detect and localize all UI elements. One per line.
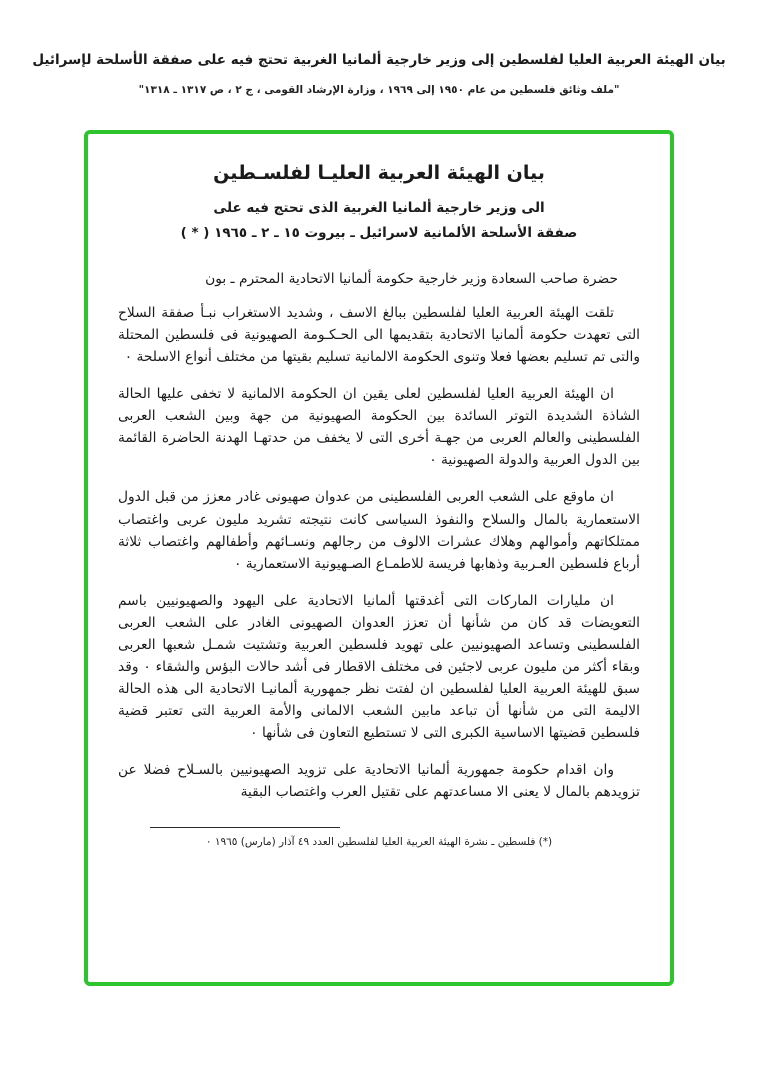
- page-header: [0, 0, 758, 96]
- document-subtitle-1: الى وزير خارجية ألمانيا الغربية الذى تحتج فيه على: [213, 200, 545, 216]
- salutation-line: حضرة صاحب السعادة وزير خارجية حكومة ألمانيا الاتحادية المحترم ـ بون: [205, 271, 618, 287]
- footnote-divider: [150, 827, 340, 828]
- header-source-citation: "ملف وثائق فلسطين من عام ١٩٥٠ إلى ١٩٦٩ ، وزارة الإرشاد القومى ، ج ٢ ، ص ١٣١٧ ـ ١٣١٨": [138, 84, 620, 96]
- body-paragraph-5: وان اقدام حكومة جمهورية ألمانيا الاتحادية على تزويد الصهيونيين بالسـلاح فضلا عن تزويدهم بالمال لا يعنى الا مساعدتهم على تقتيل العرب واغتصاب البقية: [118, 762, 640, 801]
- body-paragraph-4: ان مليارات الماركات التى أغدقتها ألمانيا الاتحادية على اليهود والصهيونيين باسم التعويضات قد كان من شأنها أن تعزز العدوان الصهيونى الغادر على الشعب العربى الفلسطينى وتساعد الصهيونيين على تهويد فلسطين العربية وتشتيت شمـل شعبها العربى وبقاء أكثر من مليون عربى لاجئين فى مختلف الاقطار فى أشد حالات البؤس والشقاء ٠ وقد سبق للهيئة العربية العليا لفلسطين ان لفتت نظر جمهورية ألمانيـا الاتحادية الى هذه الحالة الاليمة التى من شأنها أن تباعد مابين الشعب الالمانى والأمة العربية التى تعتبر قضية فلسطين قضيتها الاساسية الكبرى التى لا تستطيع التعاون فى شأنها ٠: [118, 592, 640, 742]
- footnote-text: (*) فلسطين ـ نشرة الهيئة العربية العليا لفلسطين العدد ٤٩ آذار (مارس) ١٩٦٥ ٠: [205, 836, 553, 849]
- document-subtitle-2: صفقة الأسلحة الألمانية لاسرائيل ـ بيروت ١٥ ـ ٢ ـ ١٩٦٥ ( * ): [180, 225, 578, 241]
- header-title: بيان الهيئة العربية العليا لفلسطين إلى وزير خارجية ألمانيا الغربية تحتج فيه على صفقة الأسلحة لإسرائيل: [32, 52, 726, 68]
- body-paragraph-1: تلقت الهيئة العربية العليا لفلسطين ببالغ الاسف ، وشديد الاستغراب نبـأ صفقة السلاح التى تعهدت حكومة ألمانيا الاتحادية بتقديمها الى الحـكـومة الصهيونية فى فلسطين المحتلة والتى تم تسليم بعضها فعلا وتنوى الحكومة الالمانية تسليم بقيتها من مختلف أنواع الاسلحة ٠: [118, 305, 640, 366]
- body-paragraph-2: ان الهيئة العربية العليا لفلسطين لعلى يقين ان الحكومة الالمانية لا تخفى عليها الحالة الشاذة الشديدة التوتر السائدة بين الحكومة الصهيونية من جهة وبين الشعب العربى الفلسطينى والعالم العربى من جهـة أخرى التى لا يخفف من حدتهـا الهدنة الحاضرة القائمة بين الدول العربية والدولة الصهيونية ٠: [118, 386, 640, 469]
- document-frame: [84, 130, 674, 986]
- body-paragraph-3: ان ماوقع على الشعب العربى الفلسطينى من عدوان صهيونى غادر معزز من قبل الدول الاستعمارية بالمال والسلاح والنفوذ السياسى كانت نتيجته تشريد مليون عربى واغتصاب ممتلكاتهم وأموالهم وهلاك عشرات الالوف من رجالهم ونسـائهم وأطفالهم واغتصاب ثلاثة أرباع فلسطين العـربية وذهابها فريسة للاطمـاع الصـهيونية الاستعمارية ٠: [118, 489, 640, 572]
- document-title: بيان الهيئة العربية العليـا لفلسـطين: [213, 162, 545, 184]
